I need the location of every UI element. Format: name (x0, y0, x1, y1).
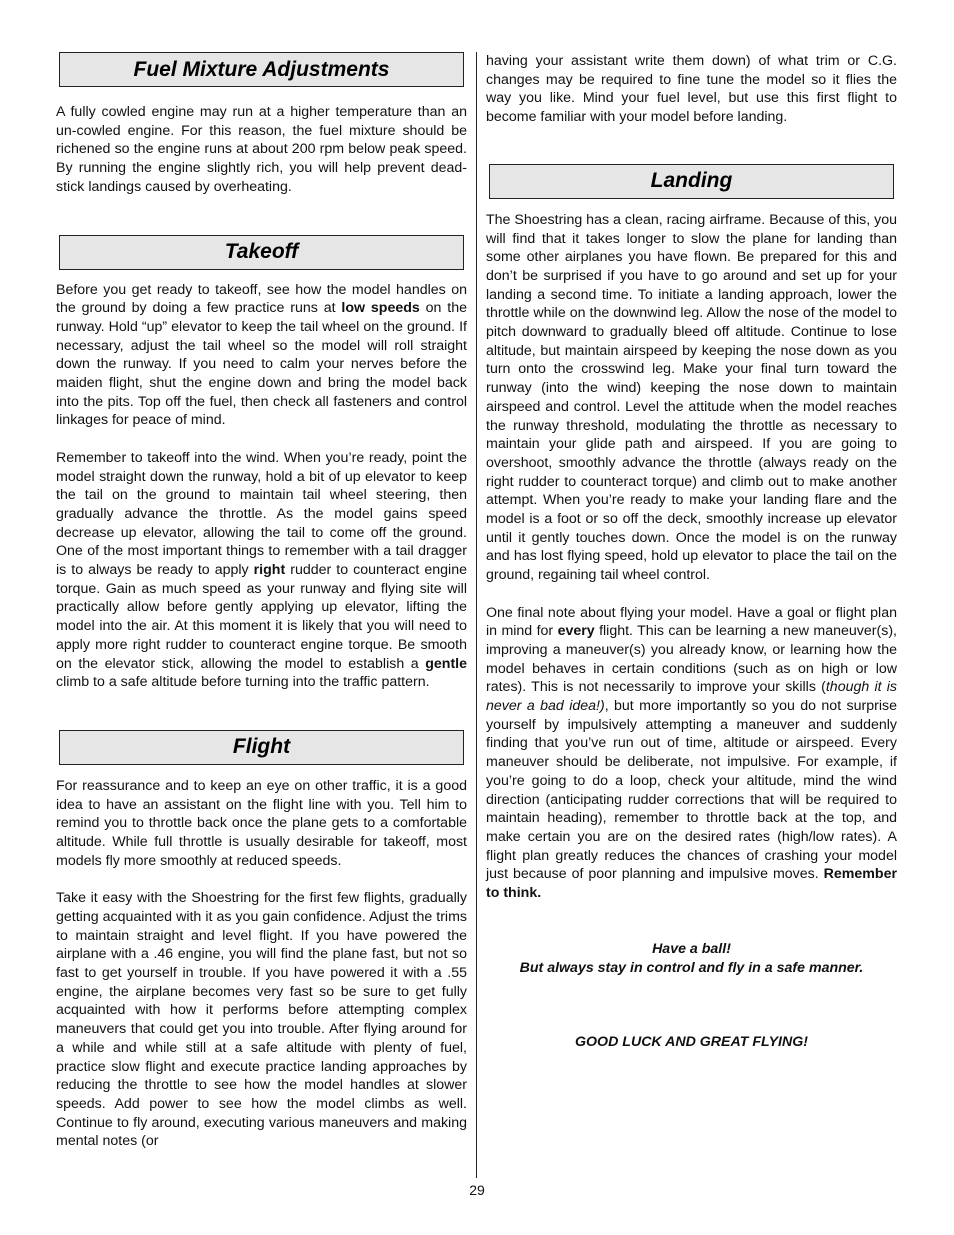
takeoff-paragraph-2: Remember to takeoff into the wind. When you’re ready, point the model straight down the runway, hold a bit of up elevator to keep the tail on the ground to maintain tail wheel steering, then gradually advance the throttle. As the model gains speed decrease up elevator, allowing the tail to come off the ground. One of the most important things to remember with a tail dragger is to always be ready to apply right rudder to counteract engine torque. Gain as much speed as your runway and flying site will practically allow before gently applying up elevator, lifting the model into the air. At this moment it is likely that you will need to apply more right rudder to counteract engine torque. Be smooth on the elevator stick, allowing the model to establish a gentle climb to a safe altitude before turning into the traffic pattern. (56, 449, 467, 691)
landing-paragraph-1: The Shoestring has a clean, racing airframe. Because of this, you will find that it takes longer to slow the plane for landing than some other airplanes you have flown. Be prepared for this and don’t be surprised if you have to go around and set up for your landing a second time. To initiate a landing approach, lower the throttle while on the downwind leg. Allow the nose of the model to pitch downward to gradually bleed off altitude. Continue to lose altitude, but maintain airspeed by keeping the nose down as you turn onto the crosswind leg. Make your final turn toward the runway (into the wind) keeping the nose down to maintain airspeed and control. Level the attitude when the model reaches the runway threshold, modulating the throttle as necessary to maintain your glide path and airspeed. If you are going to overshoot, smoothly advance the throttle (always ready on the right rudder to counteract torque) and climb out to make another attempt. When you’re ready to make your landing flare and the model is a foot or so off the deck, smoothly increase up elevator until it gently touches down. Once the model is on the runway and has lost flying speed, hold up elevator to place the tail on the ground, regaining tail wheel control. (486, 211, 897, 584)
right-column (486, 52, 897, 1052)
landing-paragraph-2: One final note about flying your model. Have a goal or flight plan in mind for every flight. This can be learning a new maneuver(s), improving a maneuver(s) you already know, or learning how the model behaves in certain conditions (such as on high or low rates). This is not necessarily to improve your skills (though it is never a bad idea!), but more importantly so you do not surprise yourself by impulsively attempting a maneuver and suddenly finding that you’ve run out of time, altitude or airspeed. Every maneuver should be deliberate, not impulsive. For example, if you’re going to do a loop, check your altitude, mind the wind direction (anticipating rudder corrections that will be required to maintain heading), remember to throttle back at the top, and make certain you are on the desired rates (high/low rates). A flight plan greatly reduces the chances of crashing your model just because of poor planning and impulsive moves. Remember to think. (486, 604, 897, 902)
fuel-mixture-heading: Fuel Mixture Adjustments (59, 52, 464, 87)
column-divider (476, 52, 477, 1178)
landing-heading: Landing (489, 164, 894, 199)
flight-paragraph-2-continued: having your assistant write them down) of what trim or C.G. changes may be required to fine tune the model so it flies the way you like. Mind your fuel level, but use this first flight to become familiar with your model before landing. (486, 53, 897, 126)
flight-paragraph-2: Take it easy with the Shoestring for the first few flights, gradually getting acquainted with it as you gain confidence. Adjust the trims to maintain straight and level flight. If you have powered the airplane with a .46 engine, you will find the plane fast, but not so fast to get yourself in trouble. If you have powered it with a .55 engine, the airplane becomes very fast so be sure to get fully acquainted with how it performs before attempting complex maneuvers that could get you into trouble. After flying around for a while and while still at a safe altitude with plenty of fuel, practice slow flight and execute practice landing approaches by reducing the throttle to see how the model handles at slower speeds. Add power to see how the model climbs as well. Continue to fly around, executing various maneuvers and making mental notes (or (56, 890, 467, 1150)
closing-line-2: But always stay in control and fly in a safe manner. (519, 959, 864, 976)
takeoff-heading: Takeoff (59, 235, 464, 270)
closing-line-3: GOOD LUCK AND GREAT FLYING! (574, 1034, 809, 1051)
left-column (56, 52, 467, 1151)
flight-heading: Flight (59, 730, 464, 765)
page-number: 29 (469, 1182, 485, 1198)
flight-paragraph-1: For reassurance and to keep an eye on other traffic, it is a good idea to have an assistant on the flight line with you. Tell him to remind you to throttle back once the plane gets to a comfortable altitude. While full throttle is usually desirable for takeoff, most models fly more smoothly at reduced speeds. (56, 777, 467, 869)
closing-line-1: Have a ball! (652, 940, 731, 957)
takeoff-paragraph-1: Before you get ready to takeoff, see how the model handles on the ground by doing a few practice runs at low speeds on the runway. Hold “up” elevator to keep the tail wheel on the ground. If necessary, adjust the tail wheel so the model will roll straight down the runway. If you need to calm your nerves before the maiden flight, shut the engine down and bring the model back into the pits. Top off the fuel, then check all fasteners and control linkages for peace of mind. (56, 281, 468, 429)
fuel-mixture-paragraph: A fully cowled engine may run at a higher temperature than an un-cowled engine. For this reason, the fuel mixture should be richened so the engine runs at about 200 rpm below peak speed. By running the engine slightly rich, you will help prevent dead-stick landings caused by overheating. (56, 104, 467, 195)
